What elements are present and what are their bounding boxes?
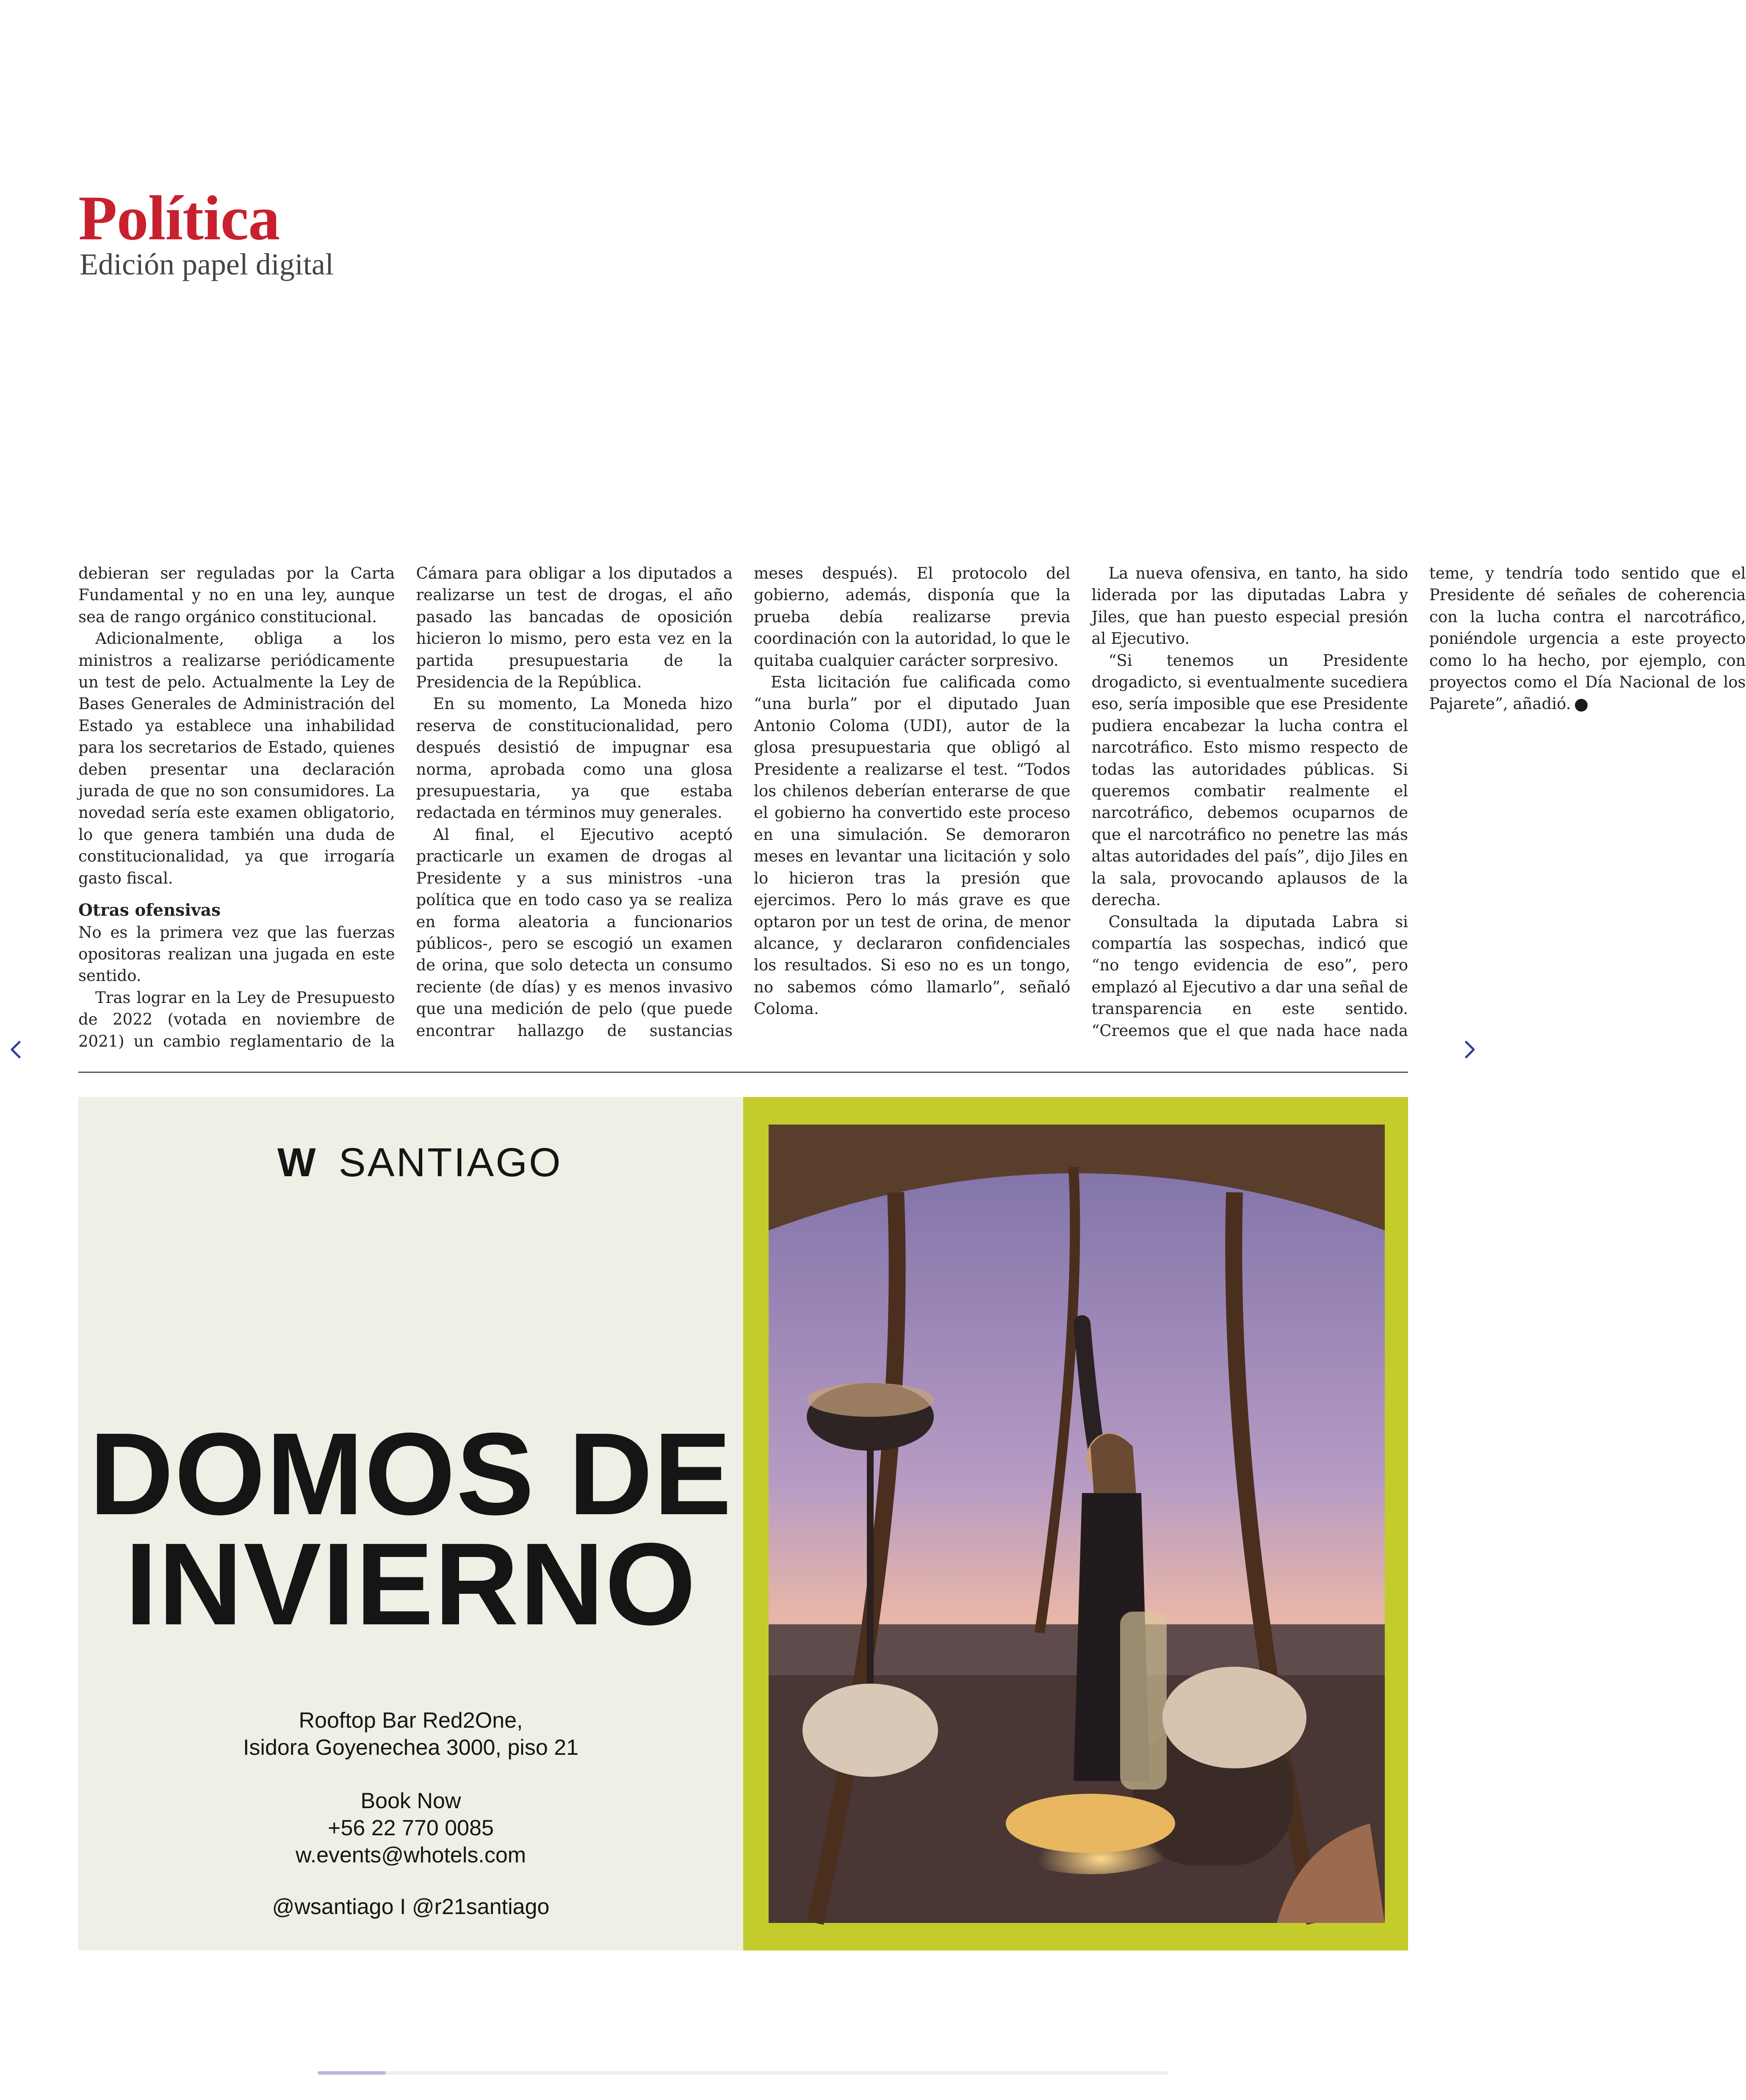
article-paragraph: Esta licitación fue calificada como “una burla” por el diputado Juan Antonio Coloma (UDI), autor de la glosa presupuestaria que obligó al Presidente a realizarse el test. “Todos los chilenos deberían enterarse de que el gobierno ha convertido este proceso en una simulación. Se demoraron meses en levantar una licitación y solo lo hicieron tras la presión que ejercimos. Pero lo más grave es que optaron por un test de orina, de menor alcance, y declararon confidenciales los resultados. Si eso no es un tongo, no sabemos cómo llamarlo”, señaló Coloma. (754, 673, 1071, 1018)
section-subtitle: Edición papel digital (80, 247, 334, 281)
article-paragraph: Tras lograr en la Ley de Presupuesto de 2022 (votada en noviembre de 2021) un cambio reglamentario de la Cámara para obligar a los diputados a realizarse un test de drogas, el año pasado las bancadas de oposición hicieron lo mismo, pero esta vez en la partida presupuestaria de la Presidencia de la República. (78, 564, 733, 1050)
section-title: Política (78, 183, 280, 253)
article-paragraph: Adicionalmente, obliga a los ministros a realizarse periódicamente un test de pelo. Actualmente la Ley de Bases Generales de Administración del Estado ya establece una inhabilidad para los secretarios de Estado, quienes deben presentar una declaración jurada de que no son consumidores. La novedad sería este examen obligatorio, lo que genera también una duda de constitucionalidad, ya que irrogaría gasto fiscal. (78, 629, 395, 887)
ad-headline-line: INVIERNO (125, 1519, 697, 1649)
ad-phone[interactable]: +56 22 770 0085 (328, 1816, 494, 1840)
ad-photo (769, 1125, 1385, 1923)
ad-photo-frame (743, 1097, 1408, 1950)
article-body (78, 562, 1746, 1052)
end-of-article-icon (1575, 699, 1588, 712)
ad-brand-name: SANTIAGO (338, 1140, 562, 1185)
ad-book-label: Book Now (360, 1789, 461, 1813)
article-paragraph-text: Consultada la diputada Labra si compartía las sospechas, indicó que “no tengo evidencia de eso”, pero emplazó al Ejecutivo a dar una señal de transparencia en este sentido. “Creemos que el que nada hace nada teme, y tendría todo sentido que el Presidente dé señales de coherencia con la lucha contra el narcotráfico, poniéndole urgencia a este proyecto como lo ha hecho, por ejemplo, con proyectos como el Día Nacional de los Pajarete”, añadió. (1091, 564, 1746, 1040)
ad-venue-name: Rooftop Bar Red2One, (299, 1708, 523, 1733)
chevron-left-icon (8, 1039, 25, 1061)
chevron-right-icon (1461, 1039, 1478, 1061)
article-divider (78, 1072, 1408, 1073)
page-progress-bar[interactable] (318, 2071, 1169, 2075)
dome-photo-illustration (769, 1125, 1385, 1923)
previous-page-button[interactable] (3, 1038, 29, 1063)
ad-venue-address: Isidora Goyenechea 3000, piso 21 (243, 1735, 579, 1760)
ad-headline-line: DOMOS DE (89, 1409, 733, 1539)
advertisement[interactable] (78, 1097, 1408, 1950)
page-progress-fill (318, 2071, 386, 2075)
article-subheading: Otras ofensivas (78, 900, 221, 920)
article-paragraph: La nueva ofensiva, en tanto, ha sido liderada por las diputadas Labra y Jiles, que han puesto especial presión al Ejecutivo. (1091, 564, 1408, 648)
ad-email[interactable]: w.events@whotels.com (295, 1843, 526, 1867)
ad-brand-w: W (277, 1140, 318, 1185)
ad-venue (78, 1707, 743, 1761)
ad-headline (78, 1409, 743, 1649)
article-paragraph: debieran ser reguladas por la Carta Fundamental y no en una ley, aunque sea de rango orgánico constitucional. (78, 564, 395, 626)
article-paragraph: Al final, el Ejecutivo aceptó practicarle un examen de drogas al Presidente y a sus ministros -una política que en todo caso ya se realiza en forma aleatoria a funcionarios públicos-, pero se escogió un examen de orina, que solo detecta un consumo reciente (de días) y es menos invasivo que una medición de pelo (que puede encontrar hallazgo de sustancias meses después). El protocolo del gobierno, además, disponía que la prueba debía realizarse previa coordinación con la autoridad, lo que le quitaba cualquier carácter sorpresivo. (416, 564, 1071, 1040)
article-paragraph: En su momento, La Moneda hizo reserva de constitucionalidad, pero después desistió de impugnar esa norma, aprobada como una glosa presupuestaria, ya que estaba redactada en términos muy generales. (416, 695, 733, 822)
ad-social-handles[interactable]: @wsantiago I @r21santiago (272, 1895, 550, 1919)
ad-brand-logo (277, 1139, 562, 1186)
article-paragraph: “Si tenemos un Presidente drogadicto, si eventualmente sucediera eso, sería imposible que ese Presidente pudiera encabezar la lucha contra el narcotráfico. Esto mismo respecto de todas las autoridades públicas. Si queremos combatir realmente el narcotráfico, debemos ocuparnos de que el narcotráfico no penetre las más altas autoridades del país”, dijo Jiles en la sala, provocando aplausos de la derecha. (1091, 651, 1408, 909)
ad-text-panel (78, 1097, 743, 1950)
ad-booking (78, 1787, 743, 1869)
next-page-button[interactable] (1457, 1038, 1482, 1063)
article-paragraph: No es la primera vez que las fuerzas opositoras realizan una jugada en este sentido. (78, 923, 395, 985)
